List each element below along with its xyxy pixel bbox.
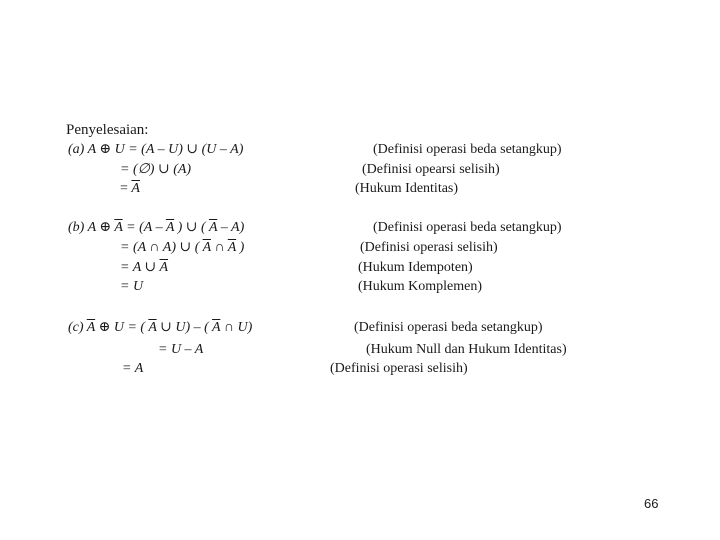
part-c-line-2: = U – A: [158, 342, 204, 357]
part-b-line-2: [120, 240, 244, 256]
part-b-line-1-seg-c: ) ∪ (: [174, 220, 209, 235]
part-a-reason-3: (Hukum Identitas): [355, 181, 459, 196]
part-b-line-1-seg-b: = (A –: [122, 220, 166, 235]
part-b-reason-4: (Hukum Komplemen): [358, 279, 483, 294]
part-a-line-3-equals: =: [120, 181, 132, 196]
part-c-line-1-seg-c: ∪ U) – (: [156, 320, 213, 335]
part-b-line-3: [120, 260, 168, 276]
part-c-line-1: [68, 320, 252, 336]
part-b-line-4: = U: [120, 279, 144, 294]
part-c-reason-1: (Definisi operasi beda setangkup): [354, 320, 543, 335]
part-a-line-2: = (∅) ∪ (A): [120, 162, 192, 177]
solution-title: Penyelesaian:: [66, 122, 149, 138]
part-c-line-1-seg-b: ⊕ U = (: [95, 320, 149, 335]
part-a-reason-1: (Definisi operasi beda setangkup): [373, 142, 562, 157]
part-b-line-2-seg-b: ∩: [210, 240, 228, 255]
part-b-line-2-seg-a: = (A ∩ A) ∪ (: [120, 240, 203, 255]
part-b-line-2-seg-c: ): [236, 240, 245, 255]
part-a-reason-2: (Definisi opearsi selisih): [362, 162, 500, 177]
part-b-line-3-seg-a: = A ∪: [120, 260, 160, 275]
part-b-line-1-seg-a: (b) A ⊕: [68, 220, 115, 235]
part-c-complement-1: $\overline{A}$: [86, 320, 96, 335]
part-b-reason-3: (Hukum Idempoten): [358, 260, 473, 275]
part-a-line-3: [120, 181, 140, 197]
part-b-complement-1: $\overline{A}$: [114, 220, 123, 235]
part-c-complement-2: $\overline{A}$: [148, 320, 157, 335]
part-b-reason-2: (Definisi operasi selisih): [360, 240, 498, 255]
part-a-line-1: (a) A ⊕ U = (A – U) ∪ (U – A): [68, 142, 244, 157]
part-c-reason-2: (Hukum Null dan Hukum Identitas): [366, 342, 567, 357]
part-c-line-3: = A: [122, 361, 144, 376]
part-b-line-1-seg-d: – A): [217, 220, 245, 235]
part-c-line-1-seg-d: ∩ U): [220, 320, 253, 335]
part-b-line-2-complement-1: $\overline{A}$: [202, 240, 211, 255]
part-c-reason-3: (Definisi operasi selisih): [330, 361, 468, 376]
part-b-complement-3: $\overline{A}$: [208, 220, 218, 235]
part-a-complement-a: $\overline{A}$: [131, 181, 140, 196]
page-number: 66: [644, 496, 659, 511]
part-b-line-3-complement: $\overline{A}$: [159, 260, 169, 275]
part-b-reason-1: (Definisi operasi beda setangkup): [373, 220, 562, 235]
part-c-complement-3: $\overline{A}$: [212, 320, 221, 335]
part-b-line-2-complement-2: $\overline{A}$: [227, 240, 237, 255]
part-b-line-1: [68, 220, 244, 236]
part-c-line-1-seg-a: (c): [68, 320, 87, 335]
part-b-complement-2: $\overline{A}$: [165, 220, 175, 235]
